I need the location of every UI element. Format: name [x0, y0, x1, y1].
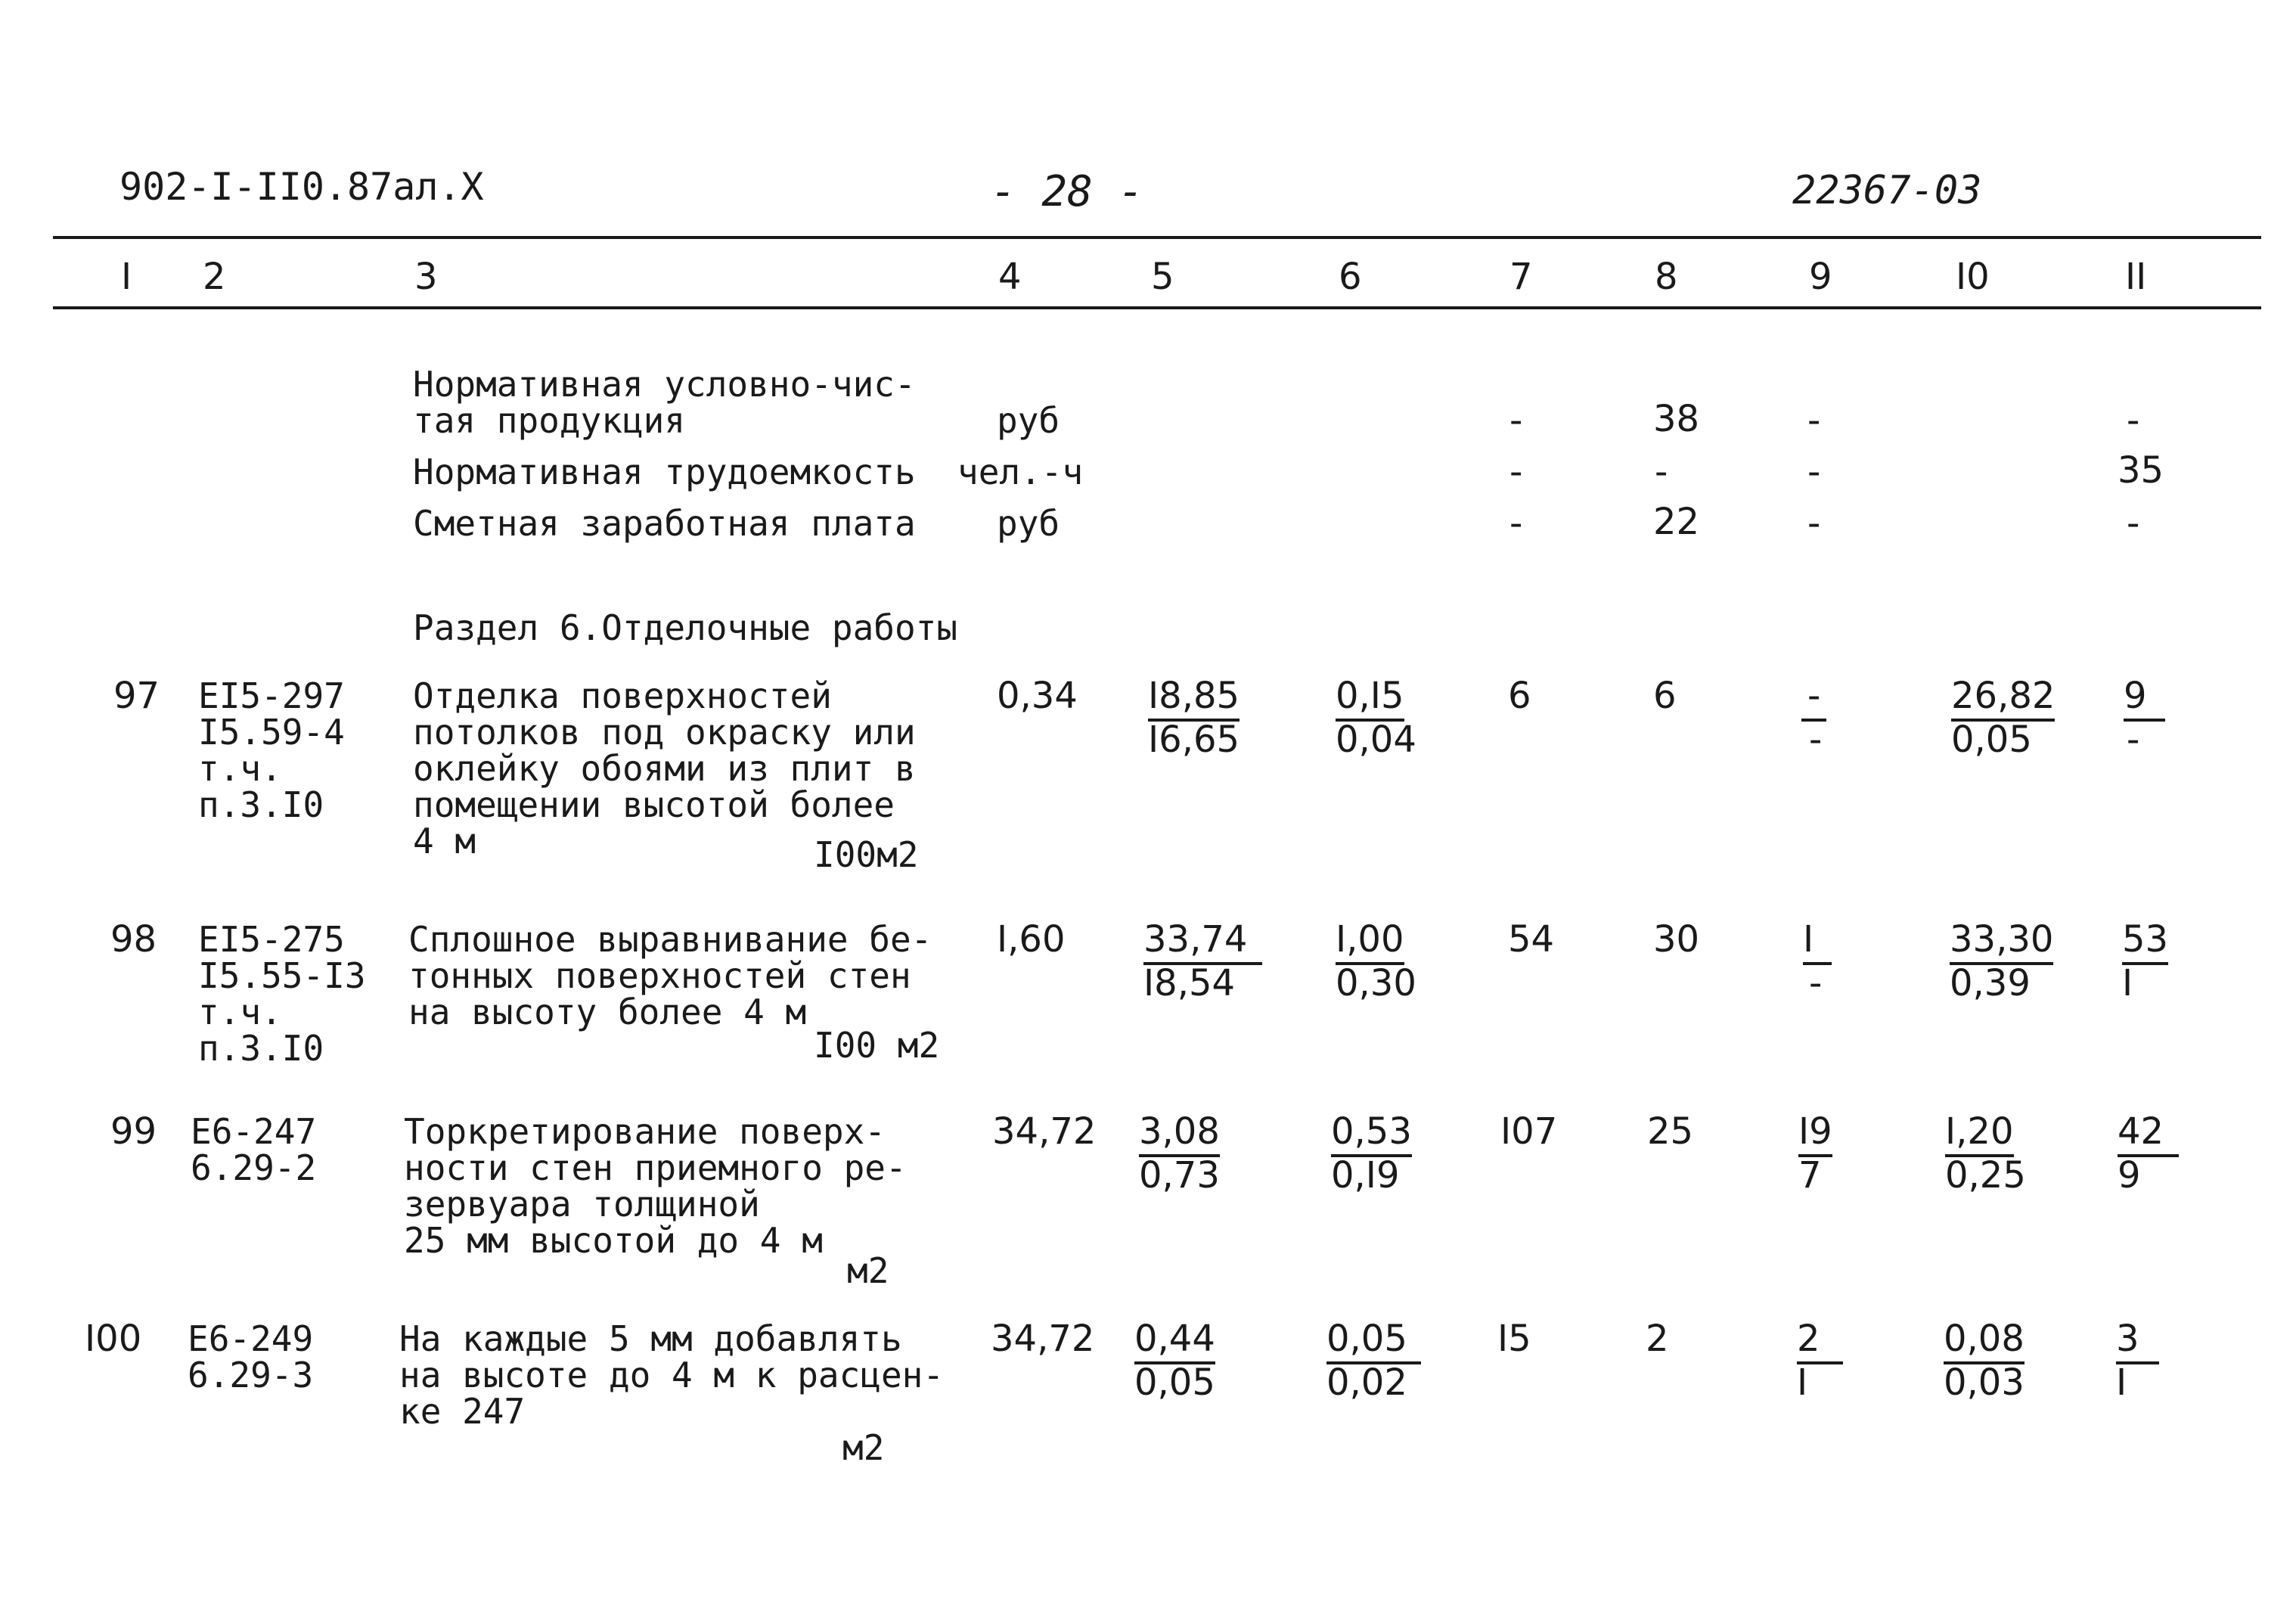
row-number: 98	[110, 918, 157, 961]
quantity: 0,34	[997, 675, 1078, 717]
cell-col10: I,20 0,25	[1945, 1110, 2026, 1197]
measure-unit: м2	[842, 1427, 885, 1468]
column-number-7: 7	[1509, 256, 1533, 298]
document-code: 902-I-II0.87ал.X	[119, 165, 484, 209]
column-number-10: I0	[1956, 256, 1990, 298]
summary-unit: чел.-ч	[957, 452, 1084, 492]
cell-col5: 33,74 I8,54	[1143, 921, 1262, 1001]
table-top-rule	[53, 236, 2261, 239]
summary-value: -	[1509, 502, 1523, 545]
measure-unit: м2	[847, 1250, 889, 1291]
cell-col6: 0,53 0,I9	[1331, 1110, 1412, 1197]
cell-col8: 2	[1646, 1318, 1669, 1360]
cell-col10: 26,82 0,05	[1951, 675, 2056, 761]
summary-label: Сметная заработная плата	[413, 503, 916, 544]
rate-code: E6-249 6.29-3	[188, 1318, 314, 1395]
cell-col10: 0,08 0,03	[1944, 1318, 2025, 1404]
column-number-11: II	[2125, 256, 2147, 298]
cell-col9: I9 7	[1798, 1110, 1832, 1197]
rate-code: EI5-297 I5.59-4 т.ч. п.3.I0	[198, 675, 345, 825]
cell-col7: I07	[1500, 1110, 1558, 1153]
summary-value: -	[1655, 451, 1668, 493]
cell-col11: 42 9	[2118, 1113, 2179, 1194]
cell-col5: 0,44 0,05	[1134, 1318, 1215, 1404]
column-number-2: 2	[203, 256, 226, 298]
summary-value: -	[1509, 451, 1523, 493]
summary-value: 22	[1653, 501, 1700, 543]
quantity: 34,72	[991, 1318, 1095, 1360]
cell-col7: 6	[1508, 675, 1531, 717]
summary-value: -	[2127, 399, 2140, 442]
cell-col10: 33,30 0,39	[1950, 918, 2054, 1004]
column-number-8: 8	[1655, 256, 1678, 298]
cell-col8: 6	[1653, 675, 1677, 717]
cell-col5: 3,08 0,73	[1139, 1110, 1220, 1197]
table-header-rule	[53, 306, 2261, 309]
summary-unit: руб	[997, 503, 1060, 544]
summary-label: Нормативная трудоемкость	[413, 452, 916, 492]
column-number-1: I	[121, 256, 132, 298]
cell-col11: 53 I	[2122, 918, 2169, 1004]
summary-value: -	[2127, 502, 2140, 545]
quantity: 34,72	[992, 1110, 1097, 1153]
cell-col6: 0,I5 0,04	[1336, 675, 1416, 761]
summary-value: 35	[2118, 449, 2164, 492]
rate-code: EI5-275 I5.55-I3 т.ч. п.3.I0	[198, 919, 366, 1069]
column-number-4: 4	[998, 256, 1022, 298]
row-number: 99	[110, 1110, 157, 1153]
cell-col6: I,00 0,30	[1336, 918, 1416, 1004]
work-description: На каждые 5 мм добавлять на высоте до 4 м к расцен- ке 247	[399, 1318, 945, 1432]
cell-col9: I -	[1803, 921, 1832, 1001]
cell-col11: 3 I	[2116, 1321, 2159, 1401]
summary-label: Нормативная условно-чис- тая продукция	[413, 364, 916, 441]
cell-col8: 30	[1653, 918, 1700, 961]
document-number: 22367-03	[1792, 168, 1982, 213]
column-number-3: 3	[414, 256, 438, 298]
cell-col11: 9 -	[2124, 678, 2165, 758]
summary-value: 38	[1653, 398, 1700, 440]
work-description: Торкретирование поверх- ности стен приемного ре- зервуара толщиной 25 мм высотой до 4 м	[404, 1111, 907, 1261]
work-description: Сплошное выравнивание бе- тонных поверхностей стен на высоту более 4 м	[408, 919, 932, 1032]
row-number: I00	[85, 1318, 142, 1360]
rate-code: E6-247 6.29-2	[191, 1111, 317, 1188]
section-title: Раздел 6.Отделочные работы	[413, 607, 958, 648]
measure-unit: I00 м2	[814, 1025, 940, 1066]
row-number: 97	[113, 675, 160, 717]
cell-col9: - -	[1801, 678, 1826, 758]
measure-unit: I00м2	[814, 834, 919, 875]
work-description: Отделка поверхностей потолков под окраску или оклейку обоями из плит в помещении высотой более 4 м	[413, 675, 916, 861]
cell-col7: I5	[1497, 1318, 1531, 1360]
summary-unit: руб	[997, 400, 1060, 441]
summary-value: -	[1807, 451, 1821, 493]
cell-col9: 2 I	[1797, 1321, 1843, 1401]
summary-value: -	[1807, 502, 1821, 545]
column-number-5: 5	[1151, 256, 1174, 298]
cell-col8: 25	[1647, 1110, 1694, 1153]
summary-value: -	[1509, 399, 1523, 442]
cell-col7: 54	[1508, 918, 1555, 961]
cell-col5: I8,85 I6,65	[1148, 675, 1240, 761]
page-number: - 28 -	[991, 167, 1144, 216]
column-number-6: 6	[1339, 256, 1362, 298]
summary-value: -	[1807, 399, 1821, 442]
cell-col6: 0,05 0,02	[1326, 1321, 1421, 1401]
quantity: I,60	[997, 918, 1066, 961]
column-number-9: 9	[1809, 256, 1832, 298]
